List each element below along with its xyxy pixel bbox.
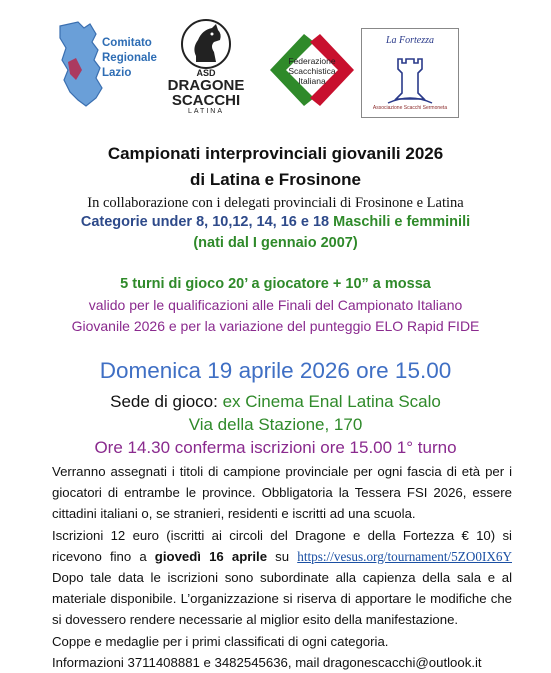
registration-paragraph xyxy=(52,525,512,631)
logo-bar xyxy=(0,0,551,135)
born-date: (nati dal I gennaio 2007) xyxy=(193,235,358,251)
rounds-text: 5 turni di gioco 20’ a giocatore + 10” a mossa xyxy=(120,276,431,292)
title-line1: Campionati interprovinciali giovanili 2026 xyxy=(107,144,444,163)
dragone-scacchi-logo xyxy=(158,18,254,126)
valid-line2: Giovanile 2026 e per la variazione del punteggio ELO Rapid FIDE xyxy=(71,318,480,334)
event-date: Domenica 19 aprile 2026 ore 15.00 xyxy=(99,358,452,383)
titles-paragraph: Verranno assegnati i titoli di campione provinciale per ogni fascia di età per i giocatori di entrambe le province. Obbligatoria la Tessera FSI 2026, essere cittadini italiani o, se stranieri, residenti e iscritti ad una scuola. xyxy=(52,464,512,522)
dragone-line3: SCACCHI xyxy=(171,92,241,109)
dragone-line4: LATINA xyxy=(188,108,224,115)
fortezza-title: La Fortezza xyxy=(385,35,435,46)
vesus-registration-link[interactable]: https://vesus.org/tournament/5ZO0IX6Y xyxy=(297,548,512,564)
prizes-text: Coppe e medaglie per i primi classificati di ogni categoria. xyxy=(52,633,389,649)
collaboration-text: In collaborazione con i delegati provinciali di Frosinone e Latina xyxy=(87,195,464,211)
registration-text-b: su xyxy=(267,548,298,564)
fortezza-footer: Associazione Scacchi Sermoneta xyxy=(372,105,448,111)
venue-prefix: Sede di gioco: xyxy=(110,392,223,411)
la-fortezza-logo xyxy=(361,28,459,118)
venue-line xyxy=(0,392,551,412)
valid-line1: valido per le qualificazioni alle Finali del Campionato Italiano xyxy=(88,297,463,313)
registration-deadline: giovedì 16 aprile xyxy=(154,548,268,564)
registration-text-a: Iscrizioni 12 euro (iscritti ai circoli del Dragone e della Fortezza € 10) si ricevono fino a xyxy=(52,527,512,564)
dragone-line1: ASD xyxy=(196,68,216,78)
categories-prefix: Categorie under 8, 10,12, 14, 16 e 18 xyxy=(80,214,334,230)
knight-icon xyxy=(176,18,236,70)
categories-line xyxy=(0,214,551,230)
registration-text-c: Dopo tale data le iscrizioni sono subordinate alla capienza della sala e al materiale disponibile. L’organizzazione si riserva di apportare le modifiche che si dovessero rendere necessarie al miglior esito della manifestazione. xyxy=(52,570,512,628)
comitato-line1: Comitato xyxy=(102,37,152,49)
comitato-line3: Lazio xyxy=(102,67,132,79)
comitato-regionale-lazio-logo xyxy=(56,20,157,120)
fsi-line3: Italiana xyxy=(298,76,326,86)
title-line2: di Latina e Frosinone xyxy=(190,170,361,189)
schedule-text: Ore 14.30 conferma iscrizioni ore 15.00 1° turno xyxy=(94,438,457,457)
body-text xyxy=(52,461,512,673)
venue-name: ex Cinema Enal Latina Scalo xyxy=(222,392,441,411)
federazione-scacchistica-logo xyxy=(264,30,360,110)
fsi-line2: Scacchistica xyxy=(288,66,336,76)
categories-suffix: Maschili e femminili xyxy=(333,214,471,230)
fsi-line1: Federazione xyxy=(288,56,336,66)
venue-address: Via della Stazione, 170 xyxy=(188,415,363,434)
dragone-line2: DRAGONE xyxy=(167,77,245,94)
comitato-line2: Regionale xyxy=(102,52,157,64)
rook-icon xyxy=(362,47,458,107)
contact-info: Informazioni 3711408881 e 3482545636, mail dragonescacchi@outlook.it xyxy=(52,654,482,670)
